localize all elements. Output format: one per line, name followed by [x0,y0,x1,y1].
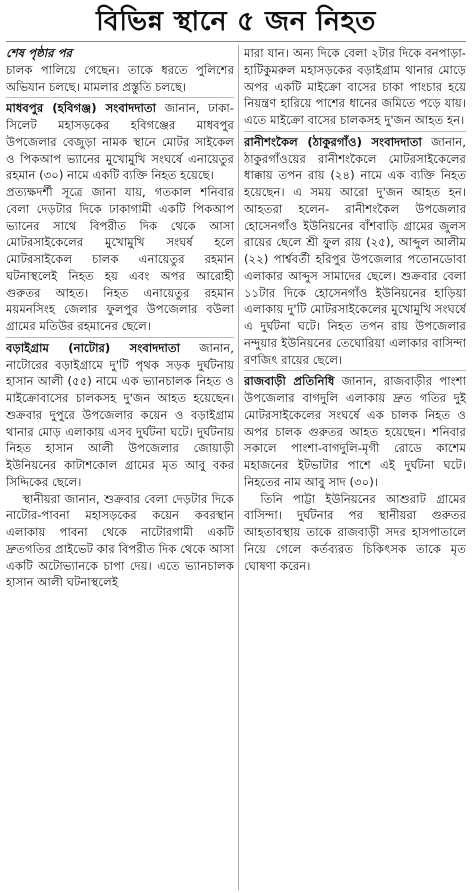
article-body [6,45,466,890]
paragraph: জানান, ঠাকুরগাঁওয়ের রানীশংকৈলে মোটরসাইকেলের ধাক্কায় তপন রায় (২৪) নামে এক ব্যক্তি নিহত হয়েছেন। এ সময় আরো দু'জন আহত হন। আহতরা হলেন- রানীশংকৈল উপজেলার হোসেনগাঁও ইউনিয়নের বাঁশবাড়ি গ্রামের জুলস রায়ের ছেলে শ্রী ফুল রায় (২৫), আব্দুল আলীম (২২) পার্শ্ববর্তী হরিপুর উপজেলার পতোনডোবা এলাকার আব্দুস সামাদের ছেলে। শুক্রবার বেলা ১১টার দিকে হোসেনগাঁও ইউনিয়নের হাড়িয়া এলাকায় দু'টি মোটরসাইকেলের মুখোমুখি সংঘর্ষে এ দুর্ঘটনা ঘটে। নিহত তপন রায় উপজেলার নন্দুয়ার ইউনিয়নের তেঘোরিয়া এলাকার বাসিন্দা রণজিৎ রায়ের ছেলে। [244,134,466,367]
section-rajbari [244,373,466,490]
section-madhabpur [6,100,234,184]
headline: বিভিন্ন স্থানে ৫ জন নিহত [6,4,466,42]
paragraph: জানান, নাটোরের বড়াইগ্রামে দু'টি পৃথক সড়ক দুর্ঘটনায় হাসান আলী (৫৫) নামে এক ভ্যানচালক নিহত ও মাইক্রোবাসের চালকসহ দু'জন আহত হয়েছেন। শুক্রবার দুপুরে উপজেলার কয়েন ও বড়াইগ্রাম থানার মোড় এলাকায় এসব দুর্ঘটনা ঘটে। দুর্ঘটনায় নিহত হাসান আলী উপজেলার জোয়াড়ী ইউনিয়নের কাটাশকোল গ্রামের মৃত আবু বকর সিদ্দিকের ছেলে। [6,340,234,489]
section-divider [6,97,234,98]
section-divider [244,370,466,371]
paragraph: প্রত্যক্ষদর্শী সূত্রে জানা যায়, গতকাল শনিবার বেলা দেড়টার দিকে ঢাকাগামী একটি পিকআপ ভ্যানের সাথে বিপরীত দিক থেকে আসা মোটরসাইকেলের মুখোমুখি সংঘর্ষ হলে মোটরসাইকেল চালক এনায়েতুর রহমান ঘটনাস্থলেই নিহত হয় এবং অপর আরোহী গুরুতর আহত। নিহত এনায়েতুর রহমান ময়মনসিংহ জেলার ফুলপুর উপজেলার বউলা গ্রামের মতিউর রহমানের ছেলে। [6,185,234,333]
section-baraigram [6,340,234,491]
paragraph: তিনি পাট্টা ইউনিয়নের আশুরাট গ্রামের বাসিন্দা। দুর্ঘটনার পর স্থানীয়রা গুরুতর আহতাবস্থায় তাকে রাজবাড়ী সদর হাসপাতালে নিয়ে গেলে কর্তব্যরত চিকিৎসক তাকে মৃত ঘোষণা করেন। [244,491,466,573]
paragraph: জানান, রাজবাড়ীর পাংশা উপজেলার বাগদুলি এলাকায় দ্রুত গতির দুই মোটরসাইকেলের সংঘর্ষে এক চালক নিহত ও অপর চালক গুরুতর আহত হয়েছেন। শনিবার সকালে পাংশা-বাগদুলি-মৃগী রোডে কাশেম মহাজনের ইটভাটার পাশে এই দুর্ঘটনা ঘটে। নিহতের নাম আবু সাদ (৩০)। [244,374,466,489]
dateline: মাধবপুর (হবিগঞ্জ) সংবাদদাতা [6,101,157,116]
section-divider [6,337,234,338]
section-ranisankail [244,134,466,369]
dateline: রানীশংকৈল (ঠাকুরগাঁও) সংবাদদাতা [244,134,422,149]
paragraph: মারা যান। অন্য দিকে বেলা ২টার দিকে বনপাড়া-হাটিকুমরুল মহাসড়কের বড়াইগ্রাম থানার মোড়ে অপর একটি মাইক্রো বাসের চাকা পাংচার হয়ে নিয়ন্ত্রণ হারিয়ে পাশের ধানের জমিতে পড়ে যায়। এতে মাইক্রো বাসের চালকসহ দু'জন আহত হন। [244,46,466,127]
paragraph: জানান, ঢাকা-সিলেট মহাসড়কের হবিগঞ্জের মাধবপুর উপজেলার বেজুড়া নামক স্থানে মোটর সাইকেল ও পিকআপ ভ্যানের মুখোমুখি সংঘর্ষে এনায়েতুর রহমান (৩০) নামে একটি ব্যক্তি নিহত হয়েছে। [6,101,234,183]
section-divider [244,131,466,132]
right-column [244,45,466,890]
paragraph: চালক পালিয়ে গেছেন। তাকে ধরতে পুলিশের অভিযান চলছে। মামলার প্রস্তুতি চলছে। [6,62,234,94]
left-column [6,45,234,890]
dateline: রাজবাড়ী প্রতিনিধি [244,374,335,389]
paragraph: স্থানীয়রা জানান, শুক্রবার বেলা দেড়টার দিকে নাটোর-পাবনা মহাসড়কের কয়েন কবরস্থান এলাকায় পাবনা থেকে নাটোরগামী একটি দ্রুতগতির প্রাইভেট কার বিপরীত দিক থেকে আসা একটি অটোভ্যানকে চাপা দেয়। এতে ভ্যানচালক হাসান আলী ঘটনাস্থলেই [6,491,234,590]
column-rule [238,45,239,890]
continued-from-label: শেষ পৃষ্ঠার পর [6,46,72,60]
dateline: বড়াইগ্রাম (নাটোর) সংবাদদাতা [6,340,181,355]
